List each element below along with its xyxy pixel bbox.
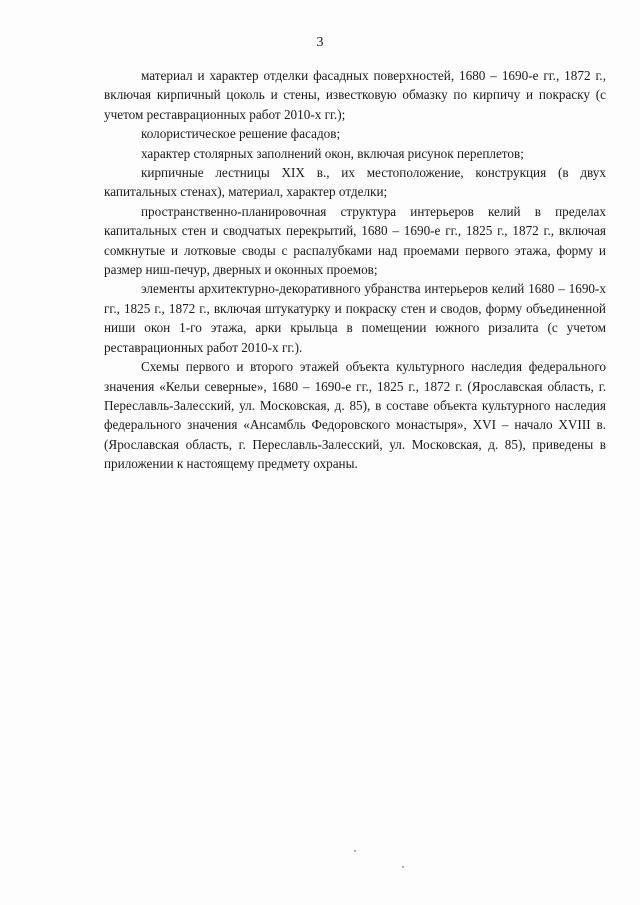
paragraph-window-joinery: характер столярных заполнений окон, включая рисунок переплетов; (141, 145, 524, 161)
paragraph-facade-colors: колористическое решение фасадов; (141, 126, 341, 142)
paragraph-interior-layout: пространственно-планировочная структура интерьеров келий в пределах капитальных стен и сводчатых перекрытий, 1680 – 1690-е гг., 1825 г., 1872 г., включая сомкнутые и лотковые своды с распалубками над проемами первого этажа, форму и размер ниш-печур, дверных и оконных проемов; (104, 203, 606, 278)
scan-speck (354, 850, 356, 852)
document-body (104, 66, 606, 474)
paragraph-floor-plans-note: Схемы первого и второго этажей объекта культурного наследия федерального значения «Кельи северные», 1680 – 1690-е гг., 1825 г., 1872 г. (Ярославская область, г. Переславль-Залесский, ул. Московская, д. 85), в составе объекта культурного наследия федерального значения «Ансамбль Федоровского монастыря», XVI – начало XVIII в. (Ярославская область, г. Переславль-Залесский, ул. Московская, д. 85), приведены в приложении к настоящему предмету охраны. (104, 359, 606, 472)
paragraph-brick-stairs: кирпичные лестницы XIX в., их местоположение, конструкция (в двух капитальных стенах), материал, характер отделки; (104, 165, 606, 200)
page-number: 3 (316, 35, 324, 50)
paragraph-interior-decor: элементы архитектурно-декоративного убранства интерьеров келий 1680 – 1690-х гг., 1825 г., 1872 г., включая штукатурку и покраску стен и сводов, форму объединенной ниши окон 1-го этажа, арки крыльца в помещении южного ризалита (с учетом реставрационных работ 2010-х гг.). (104, 281, 606, 355)
scan-speck (402, 866, 404, 868)
paragraph-facade-finish: материал и характер отделки фасадных поверхностей, 1680 – 1690-е гг., 1872 г., включая кирпичный цоколь и стены, известковую обмазку по кирпичу и покраску (с учетом реставрационных работ 2010-х гг.); (104, 68, 606, 122)
